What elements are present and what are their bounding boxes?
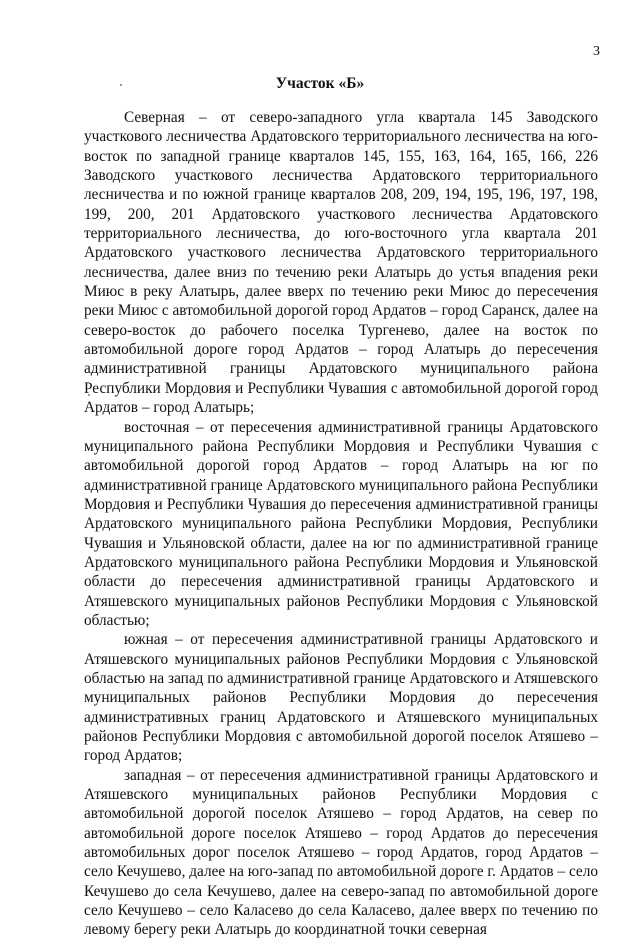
- boundary-north-paragraph: Северная – от северо-западного угла квартала 145 Заводского участкового лесничества Ардатовского территориального лесничества на юго-восток по западной границе кварталов 145, 155, 163, 164, 165, 166, 226 Заводского участкового лесничества Ардатовского территориального лесничества и по южной границе кварталов 208, 209, 194, 195, 196, 197, 198, 199, 200, 201 Ардатовского участкового лесничества Ардатовского территориального лесничества, до юго-восточного угла квартала 201 Ардатовского участкового лесничества Ардатовского территориального лесничества, далее вниз по течению реки Алатырь до устья впадения реки Миюс в реку Алатырь, далее вверх по течению реки Миюс до пересечения реки Миюс с автомобильной дорогой город Ардатов – город Саранск, далее на северо-восток до рабочего поселка Тургенево, далее на восток по автомобильной дороге город Ардатов – город Алатырь до пересечения административной границы Ардатовского муниципального района Республики Мордовия и Республики Чувашия с автомобильной дорогой город Ардатов – город Алатырь;: [84, 109, 598, 417]
- document-body: [84, 108, 598, 940]
- boundary-south-paragraph: южная – от пересечения административной границы Ардатовского и Атяшевского муниципальных районов Республики Мордовия с Ульяновской областью на запад по административной границе Ардатовского и Атяшевского муниципальных районов Республики Мордовия до пересечения административных границ Ардатовского и Атяшевского муниципальных районов Республики Мордовия с автомобильной дорогой поселок Атяшево – город Ардатов;: [84, 631, 598, 765]
- section-title: Участок «Б»: [275, 75, 365, 92]
- boundary-east-paragraph: восточная – от пересечения административной границы Ардатовского муниципального района Республики Мордовия и Республики Чувашия с автомобильной дорогой город Ардатов – город Алатырь на юг по административной границе Ардатовского муниципального района Республики Мордовия и Республики Чувашия до пересечения административной границы Ардатовского муниципального района Республики Мордовия, Республики Чувашия и Ульяновской области, далее на юг по административной границе Ардатовского муниципального района Республики Мордовия и Ульяновской области до пересечения административной границы Ардатовского и Атяшевского муниципальных районов Республики Мордовия с Ульяновской областью;: [84, 418, 598, 629]
- page-number: 3: [593, 44, 600, 59]
- boundary-west-paragraph: западная – от пересечения административной границы Ардатовского и Атяшевского муниципальных районов Республики Мордовия с автомобильной дорогой поселок Атяшево – город Ардатов, на север по автомобильной дороге поселок Атяшево – город Ардатов до пересечения автомобильных дорог поселок Атяшево – город Ардатов, город Ардатов – село Кечушево, далее на юго-запад по автомобильной дороге г. Ардатов – село Кечушево до села Кечушево, далее на северо-запад по автомобильной дороге село Кечушево – село Каласево до села Каласево, далее вверх по течению по левому берегу реки Алатырь до координатной точки северная: [84, 766, 598, 939]
